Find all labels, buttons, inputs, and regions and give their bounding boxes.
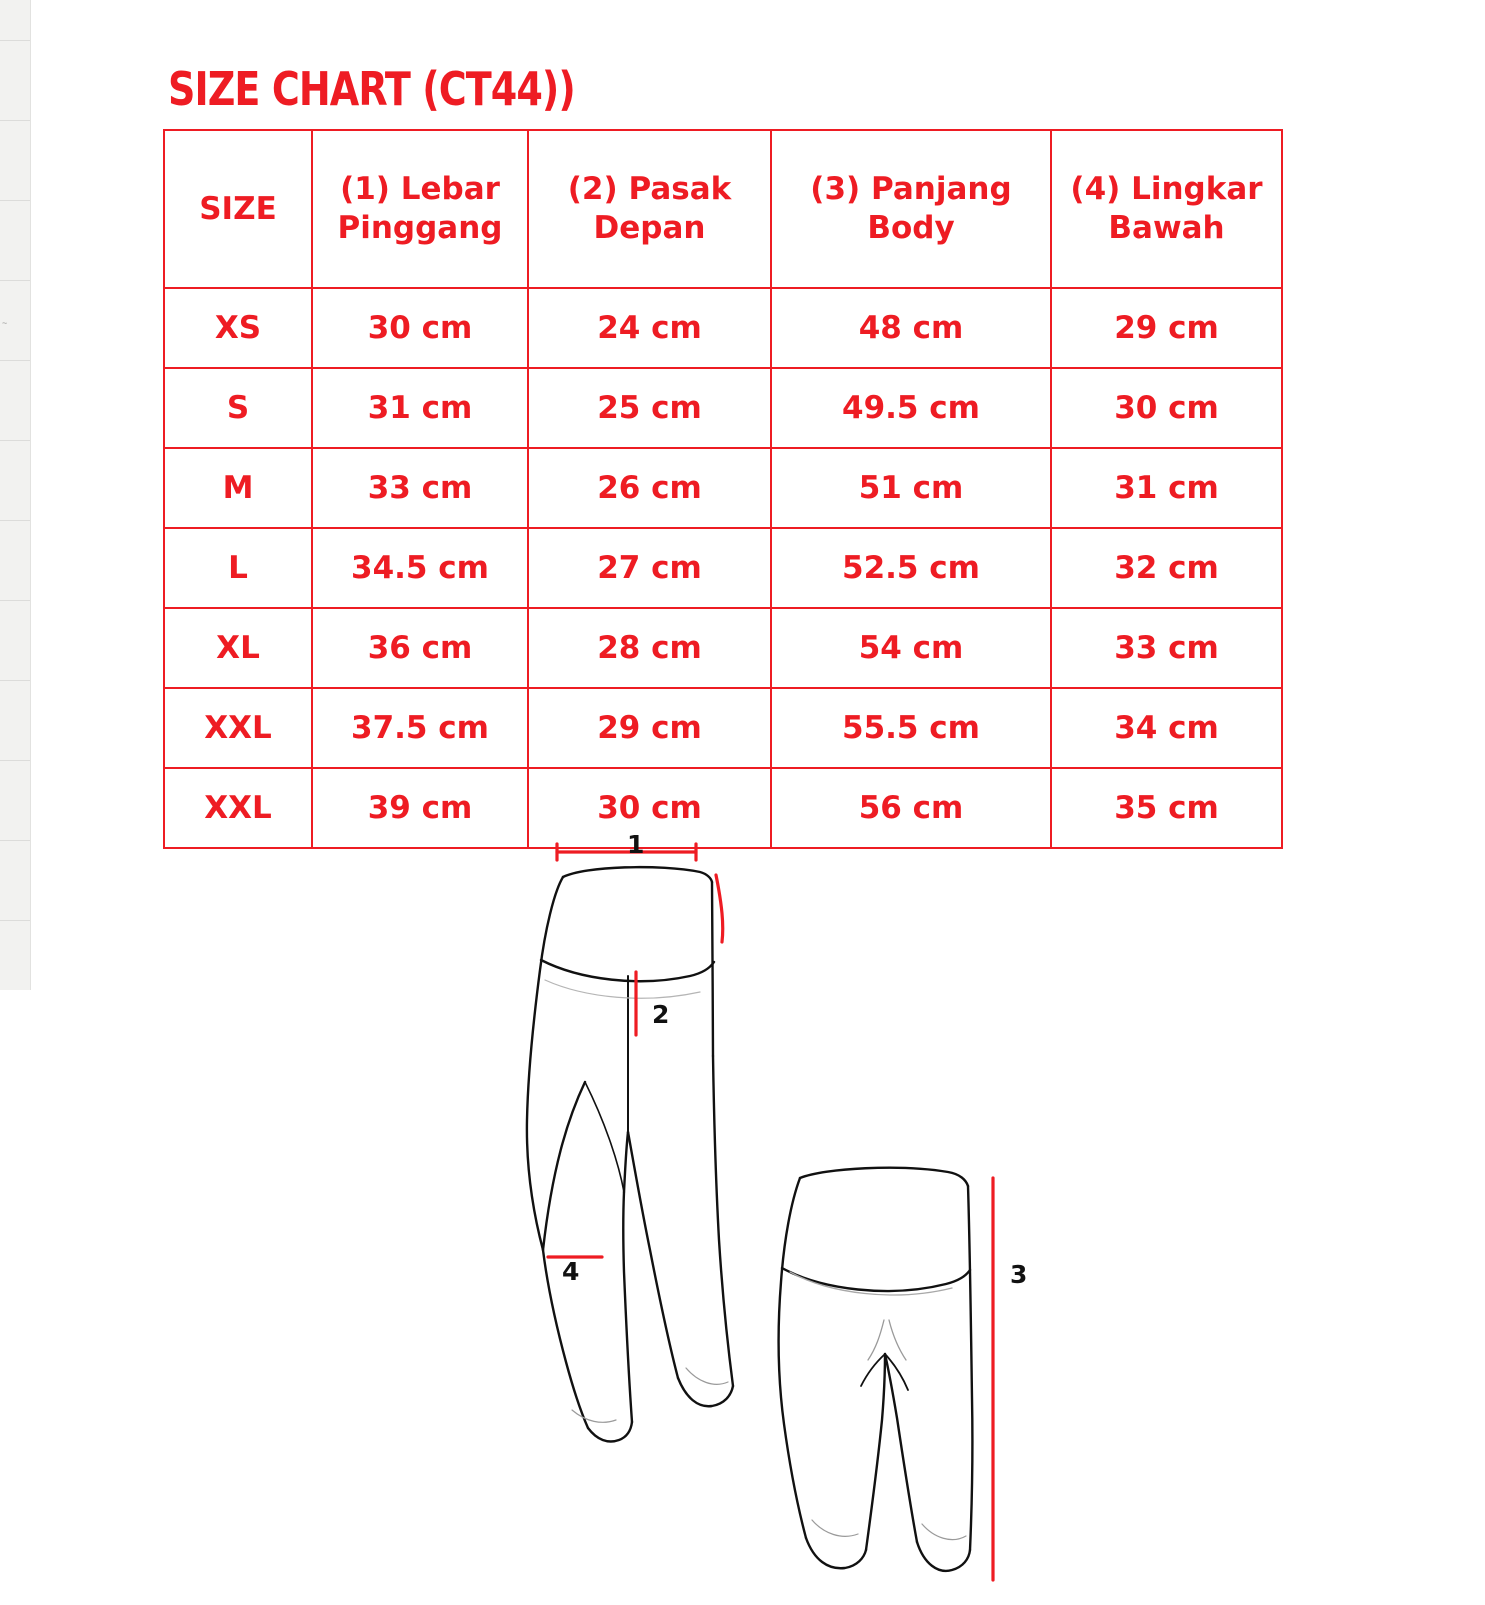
- garment-illustrations: [0, 820, 1485, 1600]
- cell-hem: 31 cm: [1051, 448, 1282, 528]
- cell-hem: 33 cm: [1051, 608, 1282, 688]
- cell-size: L: [164, 528, 312, 608]
- measure-label-1: 1: [627, 830, 645, 859]
- garment-diagram-svg: [0, 820, 1485, 1600]
- cell-rise: 25 cm: [528, 368, 771, 448]
- measure-label-4: 4: [562, 1257, 580, 1286]
- column-header-hem: (4) Lingkar Bawah: [1051, 130, 1282, 288]
- cell-hem: 30 cm: [1051, 368, 1282, 448]
- measure-label-2: 2: [652, 1000, 670, 1029]
- cell-length: 54 cm: [771, 608, 1051, 688]
- cell-size: S: [164, 368, 312, 448]
- column-header-length: (3) Panjang Body: [771, 130, 1051, 288]
- front-view-measure-marks: [548, 844, 723, 1257]
- table-row: [164, 448, 1282, 528]
- cell-rise: 27 cm: [528, 528, 771, 608]
- column-header-size: SIZE: [164, 130, 312, 288]
- cell-waist: 33 cm: [312, 448, 528, 528]
- front-view-figure: [0, 820, 733, 1442]
- cell-length: 56 cm: [771, 768, 1051, 848]
- page-title: SIZE CHART (CT44)): [168, 62, 575, 116]
- cell-rise: 26 cm: [528, 448, 771, 528]
- cell-size: XL: [164, 608, 312, 688]
- table-row: [164, 288, 1282, 368]
- cell-waist: 30 cm: [312, 288, 528, 368]
- table-header-row: [164, 130, 1282, 288]
- cell-size: XS: [164, 288, 312, 368]
- page-edge-mark: ~: [2, 318, 8, 328]
- column-header-waist: (1) Lebar Pinggang: [312, 130, 528, 288]
- measure-label-3: 3: [1010, 1260, 1028, 1289]
- cell-rise: 29 cm: [528, 688, 771, 768]
- cell-waist: 36 cm: [312, 608, 528, 688]
- cell-length: 55.5 cm: [771, 688, 1051, 768]
- cell-rise: 30 cm: [528, 768, 771, 848]
- column-header-rise: (2) Pasak Depan: [528, 130, 771, 288]
- cell-hem: 35 cm: [1051, 768, 1282, 848]
- cell-length: 52.5 cm: [771, 528, 1051, 608]
- cell-size: M: [164, 448, 312, 528]
- cell-waist: 31 cm: [312, 368, 528, 448]
- cell-length: 51 cm: [771, 448, 1051, 528]
- table-row: [164, 688, 1282, 768]
- cell-waist: 34.5 cm: [312, 528, 528, 608]
- table-row: [164, 528, 1282, 608]
- cell-rise: 24 cm: [528, 288, 771, 368]
- cell-length: 49.5 cm: [771, 368, 1051, 448]
- table-row: [164, 608, 1282, 688]
- cell-hem: 34 cm: [1051, 688, 1282, 768]
- cell-hem: 29 cm: [1051, 288, 1282, 368]
- size-chart-table: [163, 129, 1283, 849]
- cell-hem: 32 cm: [1051, 528, 1282, 608]
- table-row: [164, 368, 1282, 448]
- cell-rise: 28 cm: [528, 608, 771, 688]
- cell-waist: 37.5 cm: [312, 688, 528, 768]
- cell-size: XXL: [164, 768, 312, 848]
- cell-length: 48 cm: [771, 288, 1051, 368]
- back-view-figure: [779, 1168, 973, 1571]
- cell-size: XXL: [164, 688, 312, 768]
- cell-waist: 39 cm: [312, 768, 528, 848]
